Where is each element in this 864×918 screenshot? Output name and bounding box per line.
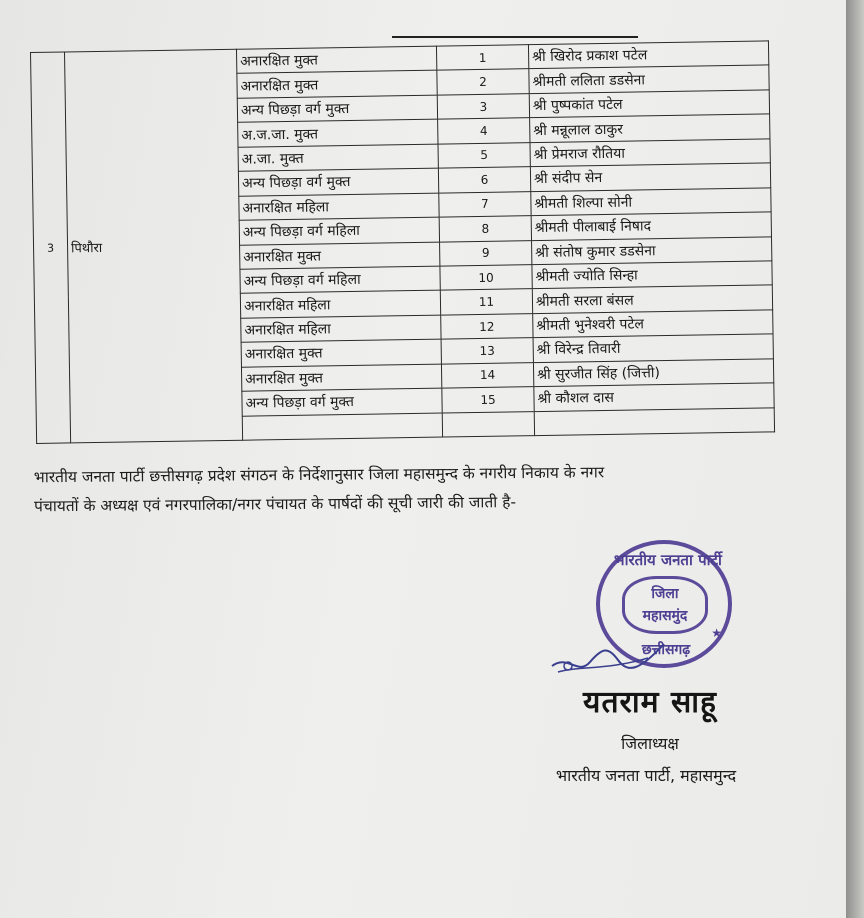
ward-number-cell: 7 [439,191,531,217]
serial-number-cell: 3 [31,52,71,443]
ward-number-cell: 10 [440,265,532,291]
ward-number-cell: 3 [437,94,529,120]
ward-number-cell: 13 [441,338,533,364]
ward-number-cell: 6 [438,167,530,193]
category-cell: अनारक्षित मुक्त [237,71,437,99]
category-cell: अनारक्षित मुक्त [240,242,440,270]
category-cell: अ.ज.जा. मुक्त [238,119,438,147]
empty-cell [242,413,442,441]
councillor-name-cell: श्रीमती ज्योति सिन्हा [532,261,772,289]
category-cell: अन्य पिछड़ा वर्ग मुक्त [238,168,438,196]
top-rule [392,36,638,38]
empty-cell [534,407,774,435]
notice-line-2: पंचायतों के अध्यक्ष एवं नगरपालिका/नगर पंचायत के पार्षदों की सूची जारी की जाती है- [34,493,517,516]
ward-number-cell: 14 [441,362,533,388]
ward-number-cell: 12 [441,313,533,339]
seal-top-text: भारतीय जनता पार्टी [614,551,722,569]
category-cell: अ.जा. मुक्त [238,144,438,172]
category-cell: अनारक्षित मुक्त [241,364,441,392]
councillor-name-cell: श्रीमती शिल्पा सोनी [531,188,771,216]
category-cell: अनारक्षित महिला [239,193,439,221]
councillor-name-cell: श्री मन्नूलाल ठाकुर [530,114,770,142]
councillor-name-cell: श्री कौशल दास [534,383,774,411]
councillor-table [30,40,775,444]
category-cell: अनारक्षित महिला [240,290,440,318]
signature-scribble [548,636,668,682]
ward-number-cell: 5 [438,142,530,168]
signatory-designation: जिलाध्यक्ष [621,734,679,753]
ward-number-cell: 15 [442,387,534,413]
notice-line-1: भारतीय जनता पार्टी छत्तीसगढ़ प्रदेश संगठन के निर्देशानुसार जिला महासमुन्द के नगरीय निकाय के नगर [33,463,605,487]
ward-number-cell: 8 [439,216,531,242]
ward-number-cell: 4 [438,118,530,144]
signatory-organization: भारतीय जनता पार्टी, महासमुन्द [555,766,737,785]
seal-center-line-2: महासमुंद [642,608,688,624]
category-cell: अनारक्षित महिला [241,315,441,343]
category-cell: अन्य पिछड़ा वर्ग महिला [239,217,439,245]
ward-number-cell: 11 [440,289,532,315]
councillor-name-cell: श्री पुष्पकांत पटेल [529,90,769,118]
empty-cell [442,411,534,437]
councillor-name-cell: श्री प्रेमराज रौतिया [530,139,770,167]
page-edge-shadow [846,0,864,918]
councillor-name-cell: श्री सुरजीत सिंह (जित्ती) [533,359,773,387]
star-icon: ★ [711,626,722,640]
councillor-name-cell: श्री संदीप सेन [530,163,770,191]
seal-center [622,576,708,634]
seal-center-line-1: जिला [651,586,679,602]
councillor-table-wrapper [30,40,774,444]
category-cell: अनारक्षित मुक्त [236,46,436,74]
councillor-name-cell: श्रीमती पीलाबाई निषाद [531,212,771,240]
signatory-name: यतराम साहू [583,685,717,720]
councillor-name-cell: श्रीमती भुनेश्वरी पटेल [533,310,773,338]
category-cell: अन्य पिछड़ा वर्ग मुक्त [237,95,437,123]
councillor-name-cell: श्रीमती ललिता डडसेना [529,65,769,93]
category-cell: अन्य पिछड़ा वर्ग मुक्त [242,388,442,416]
seal-bottom-text: छत्तीसगढ़ [641,642,691,658]
category-cell: अनारक्षित मुक्त [241,339,441,367]
ward-number-cell: 2 [437,69,529,95]
table-body [31,41,775,444]
councillor-name-cell: श्रीमती सरला बंसल [532,285,772,313]
ward-number-cell: 9 [440,240,532,266]
category-cell: अन्य पिछड़ा वर्ग महिला [240,266,440,294]
councillor-name-cell: श्री खिरोद प्रकाश पटेल [528,41,768,69]
councillor-name-cell: श्री विरेन्द्र तिवारी [533,334,773,362]
ward-number-cell: 1 [436,45,528,71]
notice-paragraph [34,457,794,522]
town-name-cell: पिथौरा [65,49,243,443]
councillor-name-cell: श्री संतोष कुमार डडसेना [532,236,772,264]
